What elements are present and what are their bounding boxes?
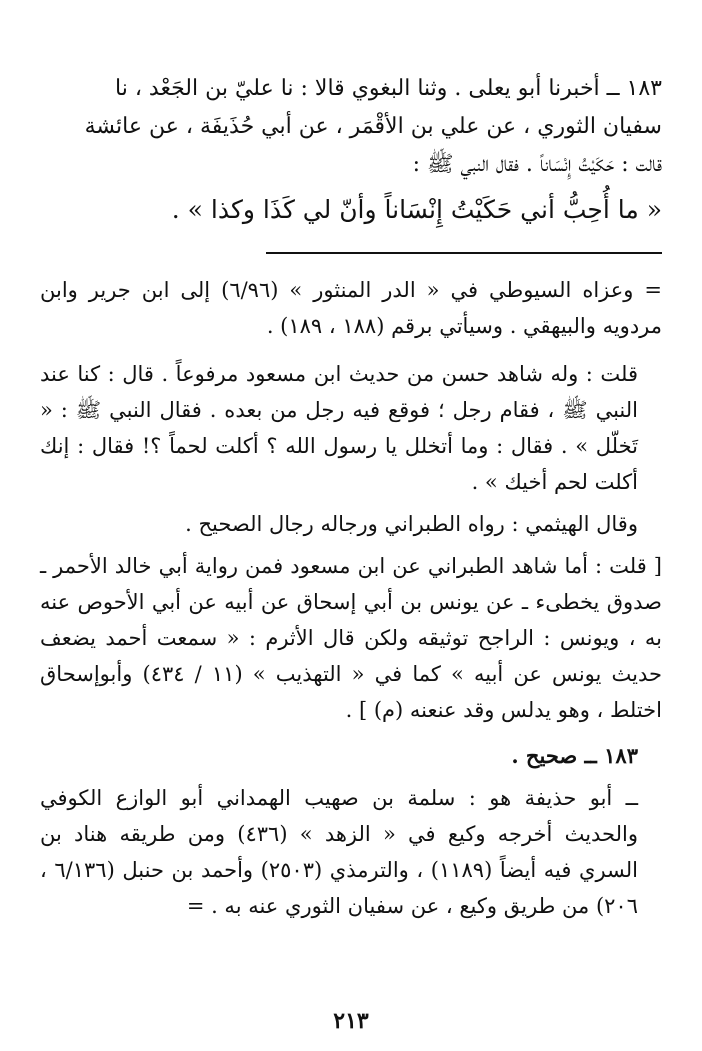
footnotes [40,272,662,924]
main-text [40,60,662,232]
footnote-paragraph-3: وقال الهيثمي : رواه الطبراني ورجاله رجال الصحيح . [185,512,638,536]
footnote-separator [266,252,662,254]
footnote-paragraph-4: [ قلت : أما شاهد الطبراني عن ابن مسعود فمن رواية أبي خالد الأحمر ـ صدوق يخطىء ـ عن يونس بن أبي إسحاق عن أبيه عن أبي الأحوص عنه به ، ويونس : الراجح توثيقه ولكن قال الأثرم : « سمعت أحمد يضعف حديث يونس عن أبيه » كما في « التهذيب » (١١ / ٤٣٤) وأبوإسحاق اختلط ، وهو يدلس وقد عنعنه (م) ] . [40,554,662,722]
hadith-line-1: ١٨٣ ــ أخبرنا أبو يعلى . وثنا البغوي قالا : نا عليّ بن الجَعْد ، نا [115,76,662,101]
hadith-line-3: قالت : حَكَيْتُ إِنْسَاناً . فقال النبي ﷺ : [412,152,662,177]
page-number: ٢١٣ [333,1008,369,1034]
footnote-paragraph-1: = وعزاه السيوطي في « الدر المنثور » (٦/٩٦) إلى ابن جرير وابن مردويه والبيهقي . وسيأتي برقم (١٨٨ ، ١٨٩) . [40,278,663,338]
grading-heading: ١٨٣ ــ صحيح . [511,743,638,768]
hadith-quote: « ما أُحِبُّ أني حَكَيْتُ إِنْسَاناً وأنّ لي كَذَا وكذا » . [171,195,662,224]
footnote-paragraph-5: ــ أبو حذيفة هو : سلمة بن صهيب الهمداني أبو الوازع الكوفي والحديث أخرجه وكيع في « الزهد » (٤٣٦) ومن طريقه هناد بن السري فيه أيضاً (١١٨٩) ، والترمذي (٢٥٠٣) وأحمد بن حنبل (٦/١٣٦ ، ٢٠٦) من طريق وكيع ، عن سفيان الثوري عنه به . = [40,786,638,918]
hadith-line-2: سفيان الثوري ، عن علي بن الأقْمَر ، عن أبي حُذَيفَة ، عن عائشة [84,114,662,139]
footnote-paragraph-2: قلت : وله شاهد حسن من حديث ابن مسعود مرفوعاً . قال : كنا عند النبي ﷺ ، فقام رجل ؛ فوقع فيه رجل من بعده . فقال النبي ﷺ : « تَخلّل » . فقال : وما أتخلل يا رسول الله ؟ أكلت لحماً ؟! فقال : إنك أكلت لحم أخيك » . [40,362,638,494]
